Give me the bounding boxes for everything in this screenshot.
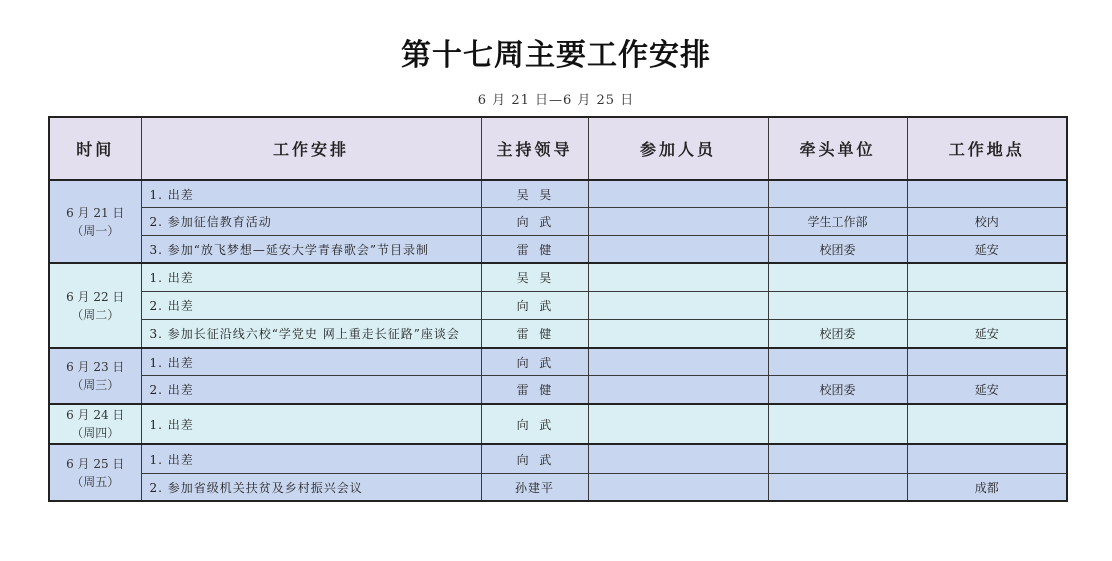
table-row bbox=[49, 444, 1067, 474]
people-cell bbox=[588, 208, 768, 236]
unit-cell: 校团委 bbox=[768, 376, 907, 405]
people-cell bbox=[588, 180, 768, 208]
place-cell bbox=[907, 292, 1067, 320]
weekday-label: （周四） bbox=[71, 426, 120, 440]
unit-cell bbox=[768, 348, 907, 376]
date-label: 6 月 23 日 bbox=[66, 360, 125, 374]
unit-cell bbox=[768, 474, 907, 502]
weekday-label: （周五） bbox=[71, 474, 120, 489]
weekday-label: （周二） bbox=[71, 307, 120, 322]
lead-cell: 吴 昊 bbox=[481, 180, 588, 208]
table-row bbox=[49, 348, 1067, 376]
unit-cell bbox=[768, 404, 907, 444]
table-row bbox=[49, 292, 1067, 320]
date-cell bbox=[49, 263, 141, 348]
task-cell: 1. 出差 bbox=[141, 180, 481, 208]
lead-cell: 雷 健 bbox=[481, 320, 588, 349]
people-cell bbox=[588, 320, 768, 349]
date-label: 6 月 21 日 bbox=[66, 205, 125, 220]
header-people: 参加人员 bbox=[588, 117, 768, 180]
lead-cell: 雷 健 bbox=[481, 376, 588, 405]
lead-cell: 吴 昊 bbox=[481, 263, 588, 292]
lead-cell: 向 武 bbox=[481, 292, 588, 320]
unit-cell bbox=[768, 292, 907, 320]
header-task: 工作安排 bbox=[141, 117, 481, 180]
schedule-table bbox=[48, 116, 1068, 502]
unit-cell: 校团委 bbox=[768, 320, 907, 349]
place-cell bbox=[907, 348, 1067, 376]
date-label: 6 月 22 日 bbox=[66, 289, 125, 304]
date-cell bbox=[49, 180, 141, 263]
task-cell: 1. 出差 bbox=[141, 444, 481, 474]
date-label: 6 月 24 日 bbox=[66, 408, 125, 422]
place-cell bbox=[907, 404, 1067, 444]
weekday-label: （周一） bbox=[71, 223, 120, 238]
date-cell bbox=[49, 404, 141, 444]
table-row bbox=[49, 208, 1067, 236]
schedule-body bbox=[49, 180, 1067, 501]
place-cell: 延安 bbox=[907, 236, 1067, 264]
table-row bbox=[49, 263, 1067, 292]
lead-cell: 向 武 bbox=[481, 208, 588, 236]
place-cell bbox=[907, 263, 1067, 292]
unit-cell bbox=[768, 263, 907, 292]
table-row bbox=[49, 180, 1067, 208]
people-cell bbox=[588, 474, 768, 502]
task-cell: 3. 参加“放飞梦想—延安大学青春歌会”节目录制 bbox=[141, 236, 481, 264]
weekday-label: （周三） bbox=[71, 378, 120, 392]
table-row bbox=[49, 320, 1067, 349]
place-cell: 延安 bbox=[907, 376, 1067, 405]
people-cell bbox=[588, 404, 768, 444]
table-row bbox=[49, 474, 1067, 502]
people-cell bbox=[588, 292, 768, 320]
lead-cell: 向 武 bbox=[481, 444, 588, 474]
people-cell bbox=[588, 376, 768, 405]
lead-cell: 向 武 bbox=[481, 404, 588, 444]
unit-cell: 校团委 bbox=[768, 236, 907, 264]
table-row bbox=[49, 404, 1067, 444]
lead-cell: 雷 健 bbox=[481, 236, 588, 264]
place-cell bbox=[907, 444, 1067, 474]
date-label: 6 月 25 日 bbox=[66, 456, 125, 471]
task-cell: 3. 参加长征沿线六校“学党史 网上重走长征路”座谈会 bbox=[141, 320, 481, 349]
place-cell: 校内 bbox=[907, 208, 1067, 236]
table-row bbox=[49, 236, 1067, 264]
place-cell: 延安 bbox=[907, 320, 1067, 349]
task-cell: 1. 出差 bbox=[141, 348, 481, 376]
date-cell bbox=[49, 348, 141, 404]
unit-cell bbox=[768, 180, 907, 208]
header-time: 时间 bbox=[49, 117, 141, 180]
place-cell: 成都 bbox=[907, 474, 1067, 502]
lead-cell: 向 武 bbox=[481, 348, 588, 376]
date-range: 6 月 21 日—6 月 25 日 bbox=[477, 93, 635, 108]
table-row bbox=[49, 376, 1067, 405]
people-cell bbox=[588, 444, 768, 474]
task-cell: 2. 出差 bbox=[141, 376, 481, 405]
task-cell: 1. 出差 bbox=[141, 404, 481, 444]
header-unit: 牵头单位 bbox=[768, 117, 907, 180]
date-cell bbox=[49, 444, 141, 501]
place-cell bbox=[907, 180, 1067, 208]
unit-cell bbox=[768, 444, 907, 474]
page-title: 第十七周主要工作安排 bbox=[401, 38, 711, 73]
header-row bbox=[49, 117, 1067, 180]
people-cell bbox=[588, 348, 768, 376]
task-cell: 2. 出差 bbox=[141, 292, 481, 320]
unit-cell: 学生工作部 bbox=[768, 208, 907, 236]
header-lead: 主持领导 bbox=[481, 117, 588, 180]
people-cell bbox=[588, 263, 768, 292]
lead-cell: 孙建平 bbox=[481, 474, 588, 502]
task-cell: 2. 参加征信教育活动 bbox=[141, 208, 481, 236]
header-place: 工作地点 bbox=[907, 117, 1067, 180]
people-cell bbox=[588, 236, 768, 264]
task-cell: 1. 出差 bbox=[141, 263, 481, 292]
task-cell: 2. 参加省级机关扶贫及乡村振兴会议 bbox=[141, 474, 481, 502]
